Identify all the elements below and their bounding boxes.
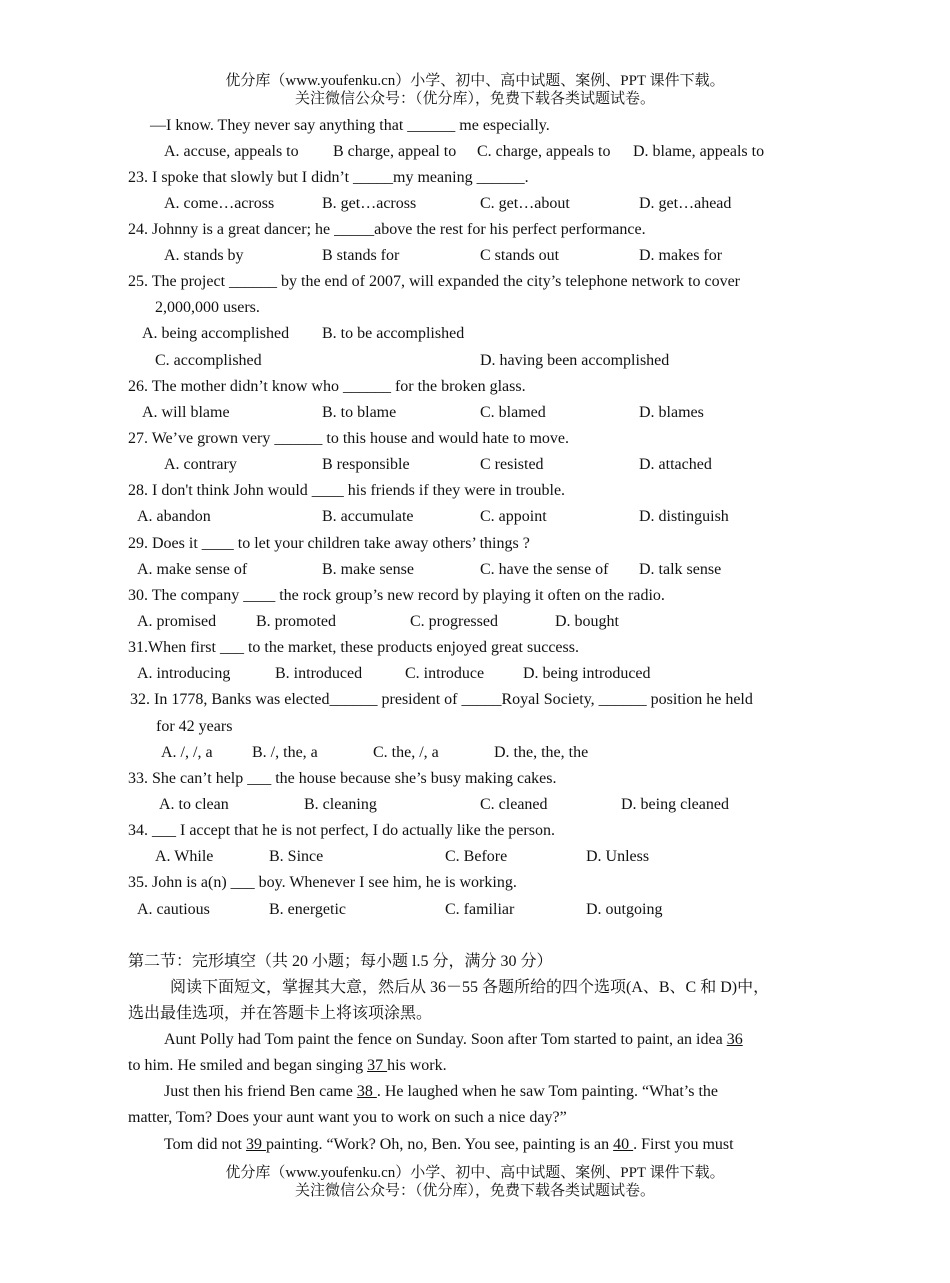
q34-option-c: C. Before [445,848,508,865]
q30-stem: 30. The company ____ the rock group’s new record by playing it often on the radio. [128,587,665,604]
q32-option-c: C. the, /, a [373,744,439,761]
q35-stem: 35. John is a(n) ___ boy. Whenever I see him, he is working. [128,874,517,891]
q33-option-b: B. cleaning [304,796,377,813]
q28-option-a: A. abandon [137,508,211,525]
q22-option-a: A. accuse, appeals to [164,143,299,160]
q25-stem: 25. The project ______ by the end of 2007, will expanded the city’s telephone network to cover [128,273,740,290]
blank-36: 36 [726,1031,743,1048]
q25-option-d: D. having been accomplished [480,352,670,369]
q35-option-c: C. familiar [445,901,515,918]
q25-option-b: B. to be accomplished [322,325,465,342]
q34-option-a: A. While [155,848,214,865]
q29-option-a: A. make sense of [137,561,248,578]
q24-option-b: B stands for [322,247,400,264]
footer-line-2: 关注微信公众号：（优分库），免费下载各类试题试卷。 [294,1183,655,1199]
q26-option-d: D. blames [639,404,704,421]
q22-option-b: B charge, appeal to [333,143,457,160]
q30-option-a: A. promised [137,613,217,630]
q24-option-d: D. makes for [639,247,723,264]
q24-option-c: C stands out [480,247,560,264]
q32-stem: 32. In 1778, Banks was elected______ president of _____Royal Society, ______ position he held [130,691,753,708]
q34-stem: 34. ___ I accept that he is not perfect, I do actually like the person. [128,822,555,839]
q26-stem: 26. The mother didn’t know who ______ for the broken glass. [128,378,526,395]
passage-line-2 [128,1056,447,1076]
footer-line-1: 优分库（www.youfenku.cn）小学、初中、高中试题、案例、PPT 课件下载。 [225,1165,725,1181]
q35-option-a: A. cautious [137,901,210,918]
passage-line-4: matter, Tom? Does your aunt want you to work on such a nice day?” [128,1109,567,1126]
q25-option-a: A. being accomplished [142,325,290,342]
q28-option-d: D. distinguish [639,508,729,525]
q31-option-d: D. being introduced [523,665,651,682]
q24-stem: 24. Johnny is a great dancer; he _____above the rest for his perfect performance. [128,221,646,238]
header-line-2: 关注微信公众号：（优分库），免费下载各类试题试卷。 [294,91,655,107]
q32-option-d: D. the, the, the [494,744,589,761]
header-line-1: 优分库（www.youfenku.cn）小学、初中、高中试题、案例、PPT 课件下载。 [225,73,725,89]
q27-option-a: A. contrary [164,456,237,473]
q29-option-d: D. talk sense [639,561,722,578]
passage-text: painting. “Work? Oh, no, Ben. You see, painting is an [266,1136,614,1153]
q33-option-c: C. cleaned [480,796,548,813]
q26-option-b: B. to blame [322,404,397,421]
q32-option-a: A. /, /, a [161,744,213,761]
passage-text: his work. [387,1057,447,1074]
passage-text: Tom did not [164,1136,246,1153]
q30-option-c: C. progressed [410,613,498,630]
q25-stem-cont: 2,000,000 users. [155,299,260,316]
q30-option-d: D. bought [555,613,619,630]
q27-option-c: C resisted [480,456,544,473]
q34-option-b: B. Since [269,848,324,865]
passage-text: Aunt Polly had Tom paint the fence on Sunday. Soon after Tom started to paint, an idea [164,1031,727,1048]
q28-option-b: B. accumulate [322,508,414,525]
passage-text: Just then his friend Ben came [164,1083,357,1100]
passage-line-3 [164,1082,718,1102]
q31-stem: 31.When first ___ to the market, these products enjoyed great success. [128,639,579,656]
q23-option-d: D. get…ahead [639,195,732,212]
passage-text: . He laughed when he saw Tom painting. “What’s the [376,1083,719,1100]
q31-option-c: C. introduce [405,665,485,682]
q23-option-b: B. get…across [322,195,417,212]
q34-option-d: D. Unless [586,848,650,865]
q23-option-c: C. get…about [480,195,570,212]
q27-option-b: B responsible [322,456,410,473]
section2-instruction-2: 选出最佳选项，并在答题卡上将该项涂黑。 [128,1005,433,1022]
blank-38: 38 [356,1083,377,1100]
blank-40: 40 [613,1136,634,1153]
q35-option-d: D. outgoing [586,901,663,918]
passage-line-1 [164,1030,743,1050]
q33-stem: 33. She can’t help ___ the house because she’s busy making cakes. [128,770,557,787]
q29-option-b: B. make sense [322,561,414,578]
q31-option-a: A. introducing [137,665,231,682]
q29-option-c: C. have the sense of [480,561,609,578]
blank-39: 39 [246,1136,266,1153]
q33-option-a: A. to clean [159,796,229,813]
passage-text: to him. He smiled and began singing [128,1057,368,1074]
q27-stem: 27. We’ve grown very ______ to this house and would hate to move. [128,430,570,447]
section2-instruction-1: 阅读下面短文，掌握其大意，然后从 36－55 各题所给的四个选项(A、B、C 和 D)中， [170,979,770,996]
q33-option-d: D. being cleaned [621,796,729,813]
q23-option-a: A. come…across [164,195,275,212]
q32-stem-cont: for 42 years [156,718,233,735]
q26-option-c: C. blamed [480,404,546,421]
q28-option-c: C. appoint [480,508,547,525]
q28-stem: 28. I don't think John would ____ his friends if they were in trouble. [128,482,566,499]
q25-option-c: C. accomplished [155,352,262,369]
q30-option-b: B. promoted [256,613,336,630]
q22-stem: —I know. They never say anything that ______ me especially. [150,117,550,134]
q31-option-b: B. introduced [275,665,363,682]
q27-option-d: D. attached [639,456,712,473]
q29-stem: 29. Does it ____ to let your children take away others’ things ? [128,535,530,552]
passage-text: . First you must [633,1136,734,1153]
q22-option-c: C. charge, appeals to [477,143,611,160]
q23-stem: 23. I spoke that slowly but I didn’t _____my meaning ______. [128,169,529,186]
blank-37: 37 [367,1057,388,1074]
q32-option-b: B. /, the, a [252,744,318,761]
q35-option-b: B. energetic [269,901,347,918]
q24-option-a: A. stands by [164,247,244,264]
q22-option-d: D. blame, appeals to [633,143,765,160]
section2-title: 第二节：完形填空（共 20 小题；每小题 l.5 分，满分 30 分） [128,953,553,970]
q26-option-a: A. will blame [142,404,230,421]
passage-line-5 [164,1135,734,1155]
